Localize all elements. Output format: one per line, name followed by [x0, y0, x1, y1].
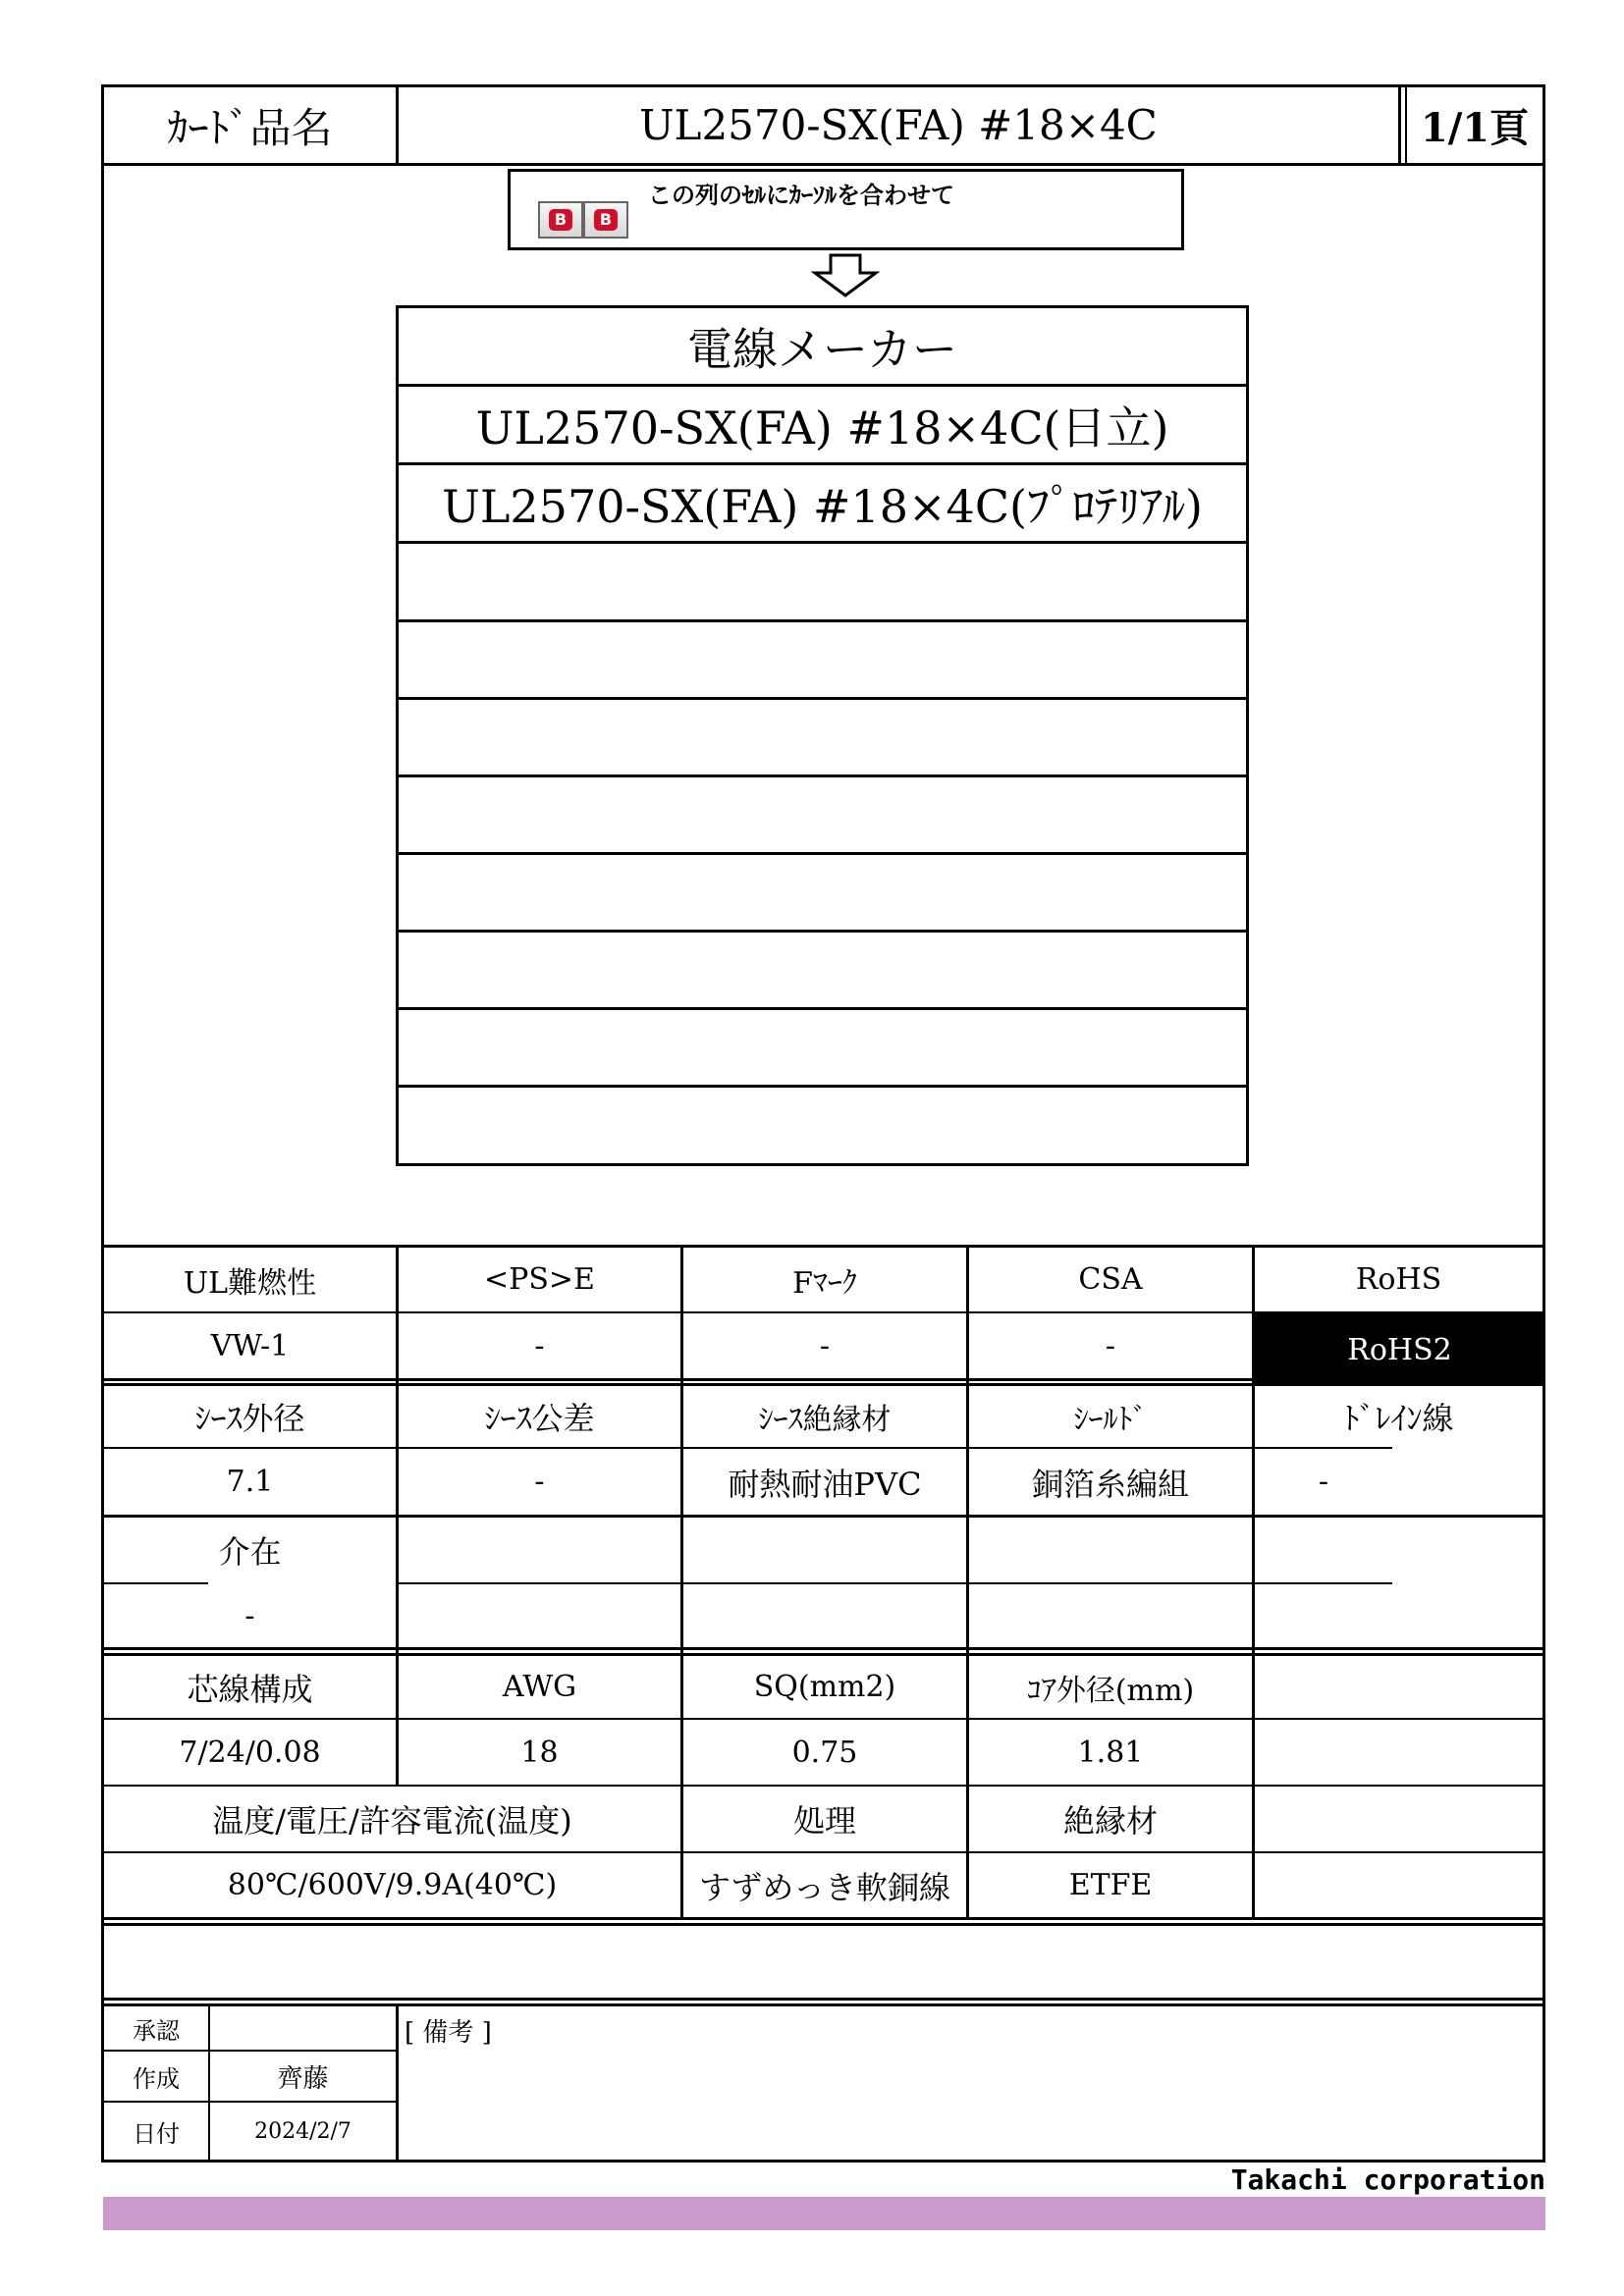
maker-row[interactable]: [399, 776, 1246, 855]
awg-header: AWG: [502, 1670, 577, 1704]
maker-row[interactable]: UL2570-SX(FA) #18×4C(ﾌﾟﾛﾃﾘｱﾙ): [399, 465, 1246, 544]
core-construction-value: 7/24/0.08: [179, 1735, 321, 1770]
sheath-tolerance-value: -: [534, 1465, 545, 1499]
maker-row[interactable]: [399, 621, 1246, 700]
maker-row[interactable]: [399, 932, 1246, 1010]
sheath-od-header: ｼｰｽ外径: [194, 1400, 305, 1437]
treatment-value: すずめっき軟銅線: [698, 1868, 950, 1906]
maker-heading: 電線メーカー: [399, 308, 1246, 387]
rating-value: 80℃/600V/9.9A(40℃): [227, 1868, 558, 1902]
maker-row[interactable]: UL2570-SX(FA) #18×4C(日立): [399, 387, 1246, 465]
f-mark-header: Fﾏｰｸ: [792, 1265, 857, 1301]
hint-box: [508, 169, 1184, 250]
footer-bar: [103, 2197, 1545, 2230]
sheath-insulation-header: ｼｰｽ絶縁材: [758, 1403, 892, 1437]
drain-wire-value: -: [1318, 1465, 1329, 1499]
approve-value: [210, 2006, 396, 2050]
company-name: Takachi corporation: [1230, 2163, 1545, 2196]
rohs-header: RoHS: [1355, 1262, 1442, 1297]
pse-value: -: [534, 1328, 545, 1363]
create-label: 作成: [133, 2064, 180, 2093]
f-mark-value: -: [819, 1328, 831, 1363]
create-value: 齊藤: [277, 2063, 329, 2094]
page-number: 1/1頁: [1420, 105, 1530, 151]
sheath-od-value: 7.1: [226, 1465, 274, 1499]
approval-top: [101, 1998, 1545, 2001]
header-sep-2: [1398, 84, 1401, 165]
insulation-value: ETFE: [1068, 1868, 1153, 1902]
maker-row[interactable]: [399, 854, 1246, 933]
b-bold-button-icon[interactable]: B: [583, 201, 628, 239]
pse-header: <PS>E: [484, 1262, 595, 1297]
maker-table: [396, 305, 1249, 1166]
rohs-value: RoHS2: [1254, 1313, 1545, 1386]
maker-row[interactable]: [399, 699, 1246, 777]
s3-bottom: [101, 1917, 1545, 1920]
ul-flame-value: VW-1: [210, 1328, 290, 1363]
drain-wire-header: ﾄﾞﾚｲﾝ線: [1343, 1400, 1454, 1437]
hint-text: この列のｾﾙにｶｰｿﾙを合わせて: [648, 182, 954, 209]
header-divider: [101, 163, 1545, 166]
date-label: 日付: [133, 2119, 180, 2148]
blank-row-top: [101, 1923, 1545, 1926]
shield-header: ｼｰﾙﾄﾞ: [1073, 1403, 1148, 1437]
core-construction-header: 芯線構成: [187, 1670, 313, 1708]
csa-header: CSA: [1078, 1262, 1143, 1297]
maker-row[interactable]: [399, 544, 1246, 622]
sq-header: SQ(mm2): [753, 1670, 896, 1704]
maker-row[interactable]: [399, 1009, 1246, 1088]
s2-h3b: [399, 1582, 1252, 1584]
maker-row[interactable]: [399, 1087, 1246, 1163]
core-od-header: ｺｱ外径(mm): [1026, 1673, 1195, 1708]
approval-v2: [396, 2003, 399, 2163]
sq-value: 0.75: [791, 1735, 858, 1770]
ul-flame-header: UL難燃性: [183, 1265, 317, 1301]
s2-h3c: [1255, 1582, 1392, 1584]
awg-value: 18: [520, 1735, 559, 1770]
insulation-header: 絶縁材: [1062, 1802, 1158, 1840]
remarks-label: [ 備考 ]: [405, 2018, 492, 2048]
rating-header: 温度/電圧/許容電流(温度): [212, 1802, 572, 1840]
b-button-icon[interactable]: B: [538, 201, 583, 239]
date-value: 2024/2/7: [254, 2118, 352, 2144]
s3-v4: [1252, 1653, 1255, 1920]
intervening-value: -: [244, 1598, 255, 1633]
s2-bottom: [101, 1647, 1545, 1650]
sheath-tolerance-header: ｼｰｽ公差: [484, 1400, 595, 1437]
down-arrow-icon: [811, 253, 880, 298]
core-od-value: 1.81: [1077, 1735, 1144, 1770]
sheath-insulation-value: 耐熱耐油PVC: [728, 1465, 922, 1503]
shield-value: 銅箔糸編組: [1031, 1465, 1189, 1503]
approve-label: 承認: [133, 2016, 180, 2045]
treatment-header: 処理: [792, 1802, 856, 1840]
intervening-label: 介在: [218, 1533, 282, 1571]
card-title: UL2570-SX(FA) #18×4C: [639, 101, 1158, 149]
csa-value: -: [1105, 1328, 1116, 1363]
card-name-label: ｶｰﾄﾞ品名: [167, 103, 333, 152]
